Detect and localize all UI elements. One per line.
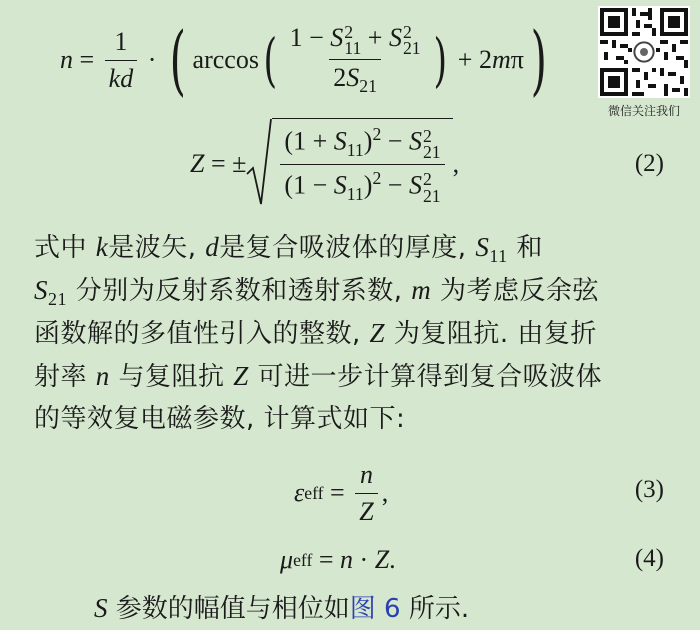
paragraph-line-5: 的等效复电磁参数, 计算式如下: bbox=[34, 404, 406, 434]
body-paragraph bbox=[34, 226, 674, 441]
figure-6-link[interactable]: 图 6 bbox=[349, 594, 401, 624]
square-root: $(1 + S_{11})^2 - S$ 2 21 $(1 - S_{11})^2 - S$ 2 21 bbox=[246, 118, 452, 210]
qr-caption: 微信关注我们 bbox=[607, 104, 680, 118]
equation-number-4: (4) bbox=[634, 545, 664, 572]
equation-impedance: Z = ± $(1 + S_{11})^2 - S$ 2 21 $(1 - S_{11})^2 - S$ 2 21 , bbox=[190, 118, 459, 210]
equation-permeability: μ eff = n · Z . bbox=[280, 545, 396, 574]
qr-code-panel bbox=[596, 6, 692, 119]
figure-reference-line: S 参数的幅值与相位如图 6 所示. bbox=[94, 593, 470, 624]
paragraph-line-3: 函数解的多值性引入的整数, Z 为复阻抗. 由复折 bbox=[34, 318, 597, 349]
paragraph-line-1: 式中 k是波矢, d是复合吸波体的厚度, $S_{11}$ 和 bbox=[34, 232, 543, 267]
equation-refractive-index: n = $\frac{1}{kd}$ · ( arccos ( 1 − S 2 11 + S 2 21 $2S_{21}$ ) + 2 m π ) bbox=[60, 15, 547, 104]
equation-number-2: (2) bbox=[634, 150, 664, 177]
equation-number-3: (3) bbox=[634, 476, 664, 503]
paragraph-line-2: $S_{21}$ 分别为反射系数和透射系数, m 为考虑反余弦 bbox=[34, 275, 600, 310]
qr-code-icon bbox=[600, 8, 688, 96]
qr-code-image bbox=[598, 6, 690, 98]
paragraph-line-4: 射率 n 与复阻抗 Z 可进一步计算得到复合吸波体 bbox=[34, 361, 603, 392]
equation-permittivity: ε eff = $\frac{n}{Z}$ , bbox=[294, 459, 389, 526]
